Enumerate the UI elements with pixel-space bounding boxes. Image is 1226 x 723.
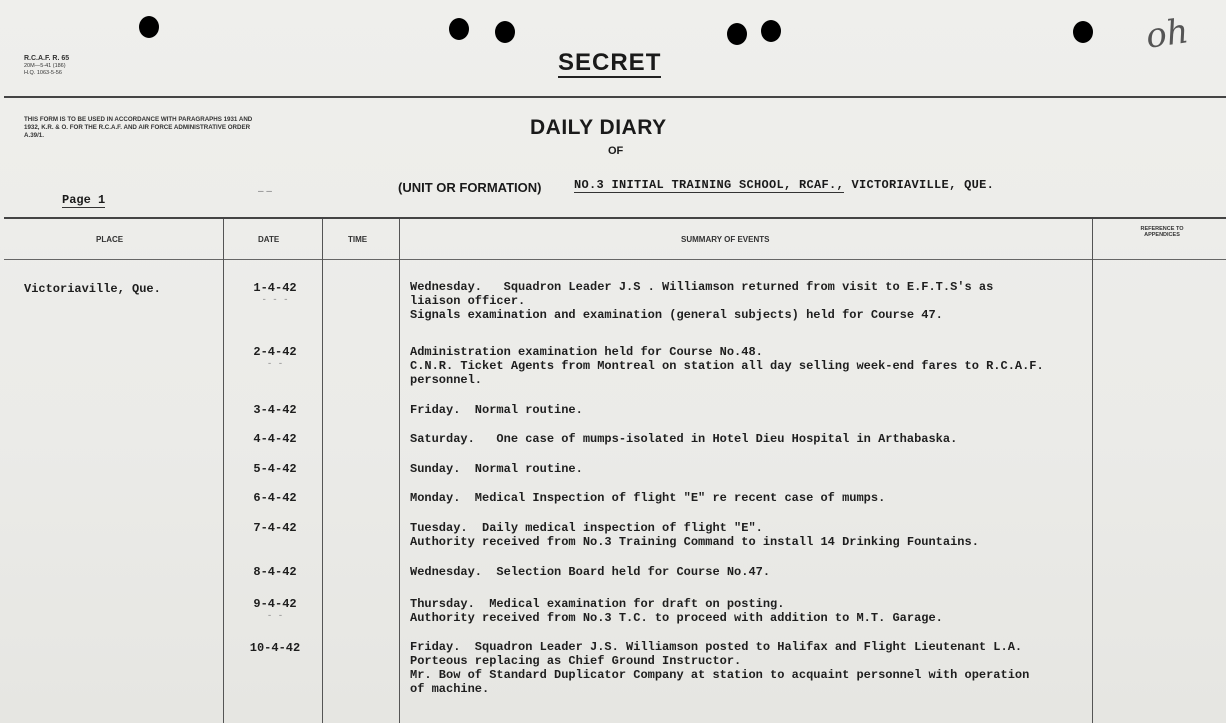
entry-date: 1-4-42 - - - <box>253 281 297 305</box>
entry-summary: Monday. Medical Inspection of flight "E" re recent case of mumps. <box>410 491 886 505</box>
page-title: DAILY DIARY <box>530 116 667 139</box>
entry-summary: Administration examination held for Course No.48. C.N.R. Ticket Agents from Montreal on station all day selling week-end fares to R.C.A.F. personnel. <box>410 345 1044 387</box>
classification-label: SECRET <box>558 49 662 76</box>
unit-name: NO.3 INITIAL TRAINING SCHOOL, RCAF., <box>574 178 845 192</box>
punch-hole <box>761 20 781 42</box>
column-header-reference: REFERENCE TO APPENDICES <box>1140 226 1184 238</box>
column-divider <box>223 219 224 723</box>
punch-hole <box>1073 21 1093 43</box>
header-rule <box>4 217 1226 219</box>
handwritten-initials: oh <box>1143 11 1191 57</box>
column-header-date: DATE <box>258 235 280 244</box>
entry-summary: Friday. Normal routine. <box>410 403 583 417</box>
column-header-place: PLACE <box>96 235 124 244</box>
entry-date: 3-4-42 <box>253 403 297 417</box>
entry-summary: Sunday. Normal routine. <box>410 462 583 476</box>
punch-hole <box>139 16 159 38</box>
entry-date: 7-4-42 <box>253 521 297 535</box>
title-of: OF <box>608 145 624 157</box>
page-number: Page 1 <box>62 193 106 207</box>
entry-date: 4-4-42 <box>253 432 297 446</box>
header-bottom-rule <box>4 259 1226 260</box>
punch-hole <box>449 18 469 40</box>
entry-date: 2-4-42 - - <box>253 345 297 369</box>
form-code-line: 20M—5-41 (186) <box>24 63 66 69</box>
column-header-summary: SUMMARY OF EVENTS <box>681 235 770 244</box>
entry-summary: Tuesday. Daily medical inspection of flight "E". Authority received from No.3 Training Command to install 14 Drinking Fountains. <box>410 521 979 549</box>
entry-date: 5-4-42 <box>253 462 297 476</box>
entry-summary: Wednesday. Selection Board held for Course No.47. <box>410 565 771 579</box>
unit-location: VICTORIAVILLE, QUE. <box>844 178 995 192</box>
entry-summary: Friday. Squadron Leader J.S. Williamson posted to Halifax and Flight Lieutenant L.A. Porteous replacing as Chief Ground Instructor. Mr. Bow of Standard Duplicator Company at station to acquaint personnel with operation of machine. <box>410 640 1030 696</box>
entry-date: 10-4-42 <box>249 641 301 655</box>
form-instructions: THIS FORM IS TO BE USED IN ACCORDANCE WITH PARAGRAPHS 1931 AND 1932, K.R. & O. FOR THE R.C.A.F. AND AIR FORCE ADMINISTRATIVE ORDER A.39/1. <box>24 116 253 139</box>
entry-date: 6-4-42 <box>253 491 297 505</box>
entry-date: 9-4-42 - - <box>253 597 297 621</box>
entry-summary: Saturday. One case of mumps-isolated in Hotel Dieu Hospital in Arthabaska. <box>410 432 958 446</box>
column-divider <box>399 219 400 723</box>
column-divider <box>1092 219 1093 723</box>
unit-label: (UNIT OR FORMATION) <box>398 180 542 195</box>
punch-hole <box>495 21 515 43</box>
dash-mark: – – <box>258 186 272 197</box>
punch-hole <box>727 23 747 45</box>
place-value: Victoriaville, Que. <box>24 282 161 296</box>
entry-summary: Wednesday. Squadron Leader J.S . Williamson returned from visit to E.F.T.S's as liaison officer. Signals examination and examination (general subjects) held for Course 47. <box>410 280 994 322</box>
form-code-line: R.C.A.F. R. 65 <box>24 55 70 62</box>
top-rule <box>4 96 1226 98</box>
entry-summary: Thursday. Medical examination for draft on posting. Authority received from No.3 T.C. to proceed with addition to M.T. Garage. <box>410 597 943 625</box>
column-header-time: TIME <box>348 235 368 244</box>
column-divider <box>322 219 323 723</box>
unit-value <box>574 178 994 192</box>
entry-date: 8-4-42 <box>253 565 297 579</box>
form-code <box>24 55 69 77</box>
form-code-line: H.Q. 1063-5-56 <box>24 70 62 76</box>
